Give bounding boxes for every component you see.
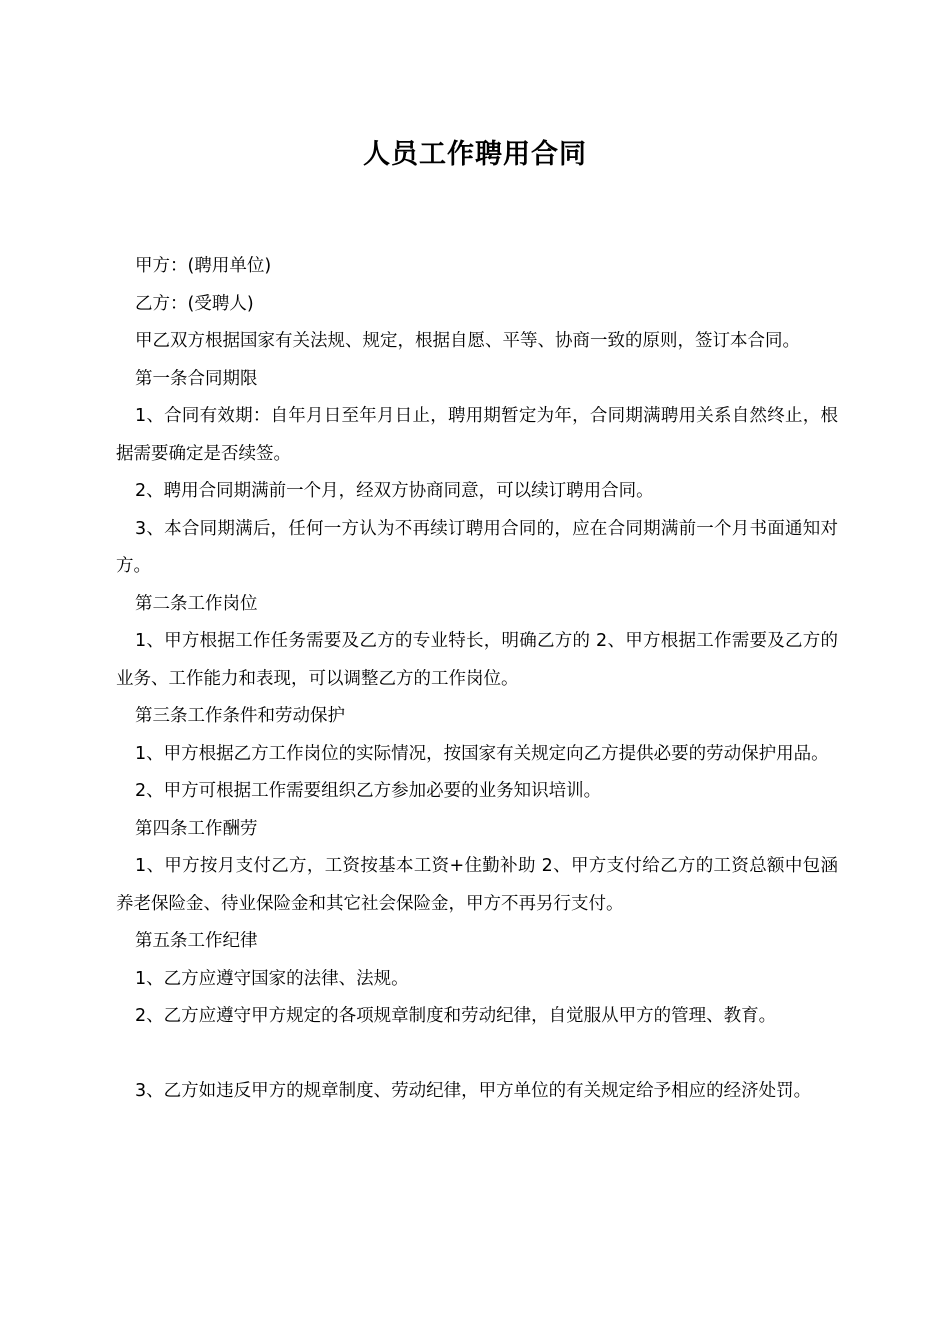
preamble-paragraph: 甲乙双方根据国家有关法规、规定，根据自愿、平等、协商一致的原则，签订本合同。	[135, 331, 800, 351]
article-2-clause-1: 1、甲方根据工作任务需要及乙方的专业特长，明确乙方的 2、甲方根据工作需要及乙方的业务、工作能力和表现，可以调整乙方的工作岗位。	[116, 631, 838, 689]
document-title: 人员工作聘用合同	[363, 139, 587, 170]
article-5-clause-2: 2、乙方应遵守甲方规定的各项规章制度和劳动纪律，自觉服从甲方的管理、教育。	[135, 1006, 777, 1026]
article-3-heading: 第三条工作条件和劳动保护	[135, 706, 345, 726]
article-1-clause-3: 3、本合同期满后，任何一方认为不再续订聘用合同的，应在合同期满前一个月书面通知对方。	[116, 518, 838, 576]
article-4-heading: 第四条工作酬劳	[135, 818, 258, 839]
document-body	[116, 248, 838, 1111]
blank-line	[116, 1036, 838, 1074]
article-2-heading: 第二条工作岗位	[135, 593, 258, 614]
article-1-heading: 第一条合同期限	[135, 368, 258, 389]
article-5-heading: 第五条工作纪律	[135, 931, 258, 951]
party-a-line: 甲方：(聘用单位)	[135, 256, 272, 276]
article-1-clause-1: 1、合同有效期：自年月日至年月日止，聘用期暂定为年，合同期满聘用关系自然终止，根据需要确定是否续签。	[116, 406, 838, 464]
party-b-line: 乙方：(受聘人)	[135, 293, 254, 314]
article-3-clause-1: 1、甲方根据乙方工作岗位的实际情况，按国家有关规定向乙方提供必要的劳动保护用品。	[135, 743, 829, 764]
article-3-clause-2: 2、甲方可根据工作需要组织乙方参加必要的业务知识培训。	[135, 781, 602, 801]
article-1-clause-2: 2、聘用合同期满前一个月，经双方协商同意，可以续订聘用合同。	[135, 481, 654, 501]
article-4-clause-1: 1、甲方按月支付乙方，工资按基本工资+住勤补助 2、甲方支付给乙方的工资总额中包涵养老保险金、待业保险金和其它社会保险金，甲方不再另行支付。	[116, 856, 838, 914]
article-5-clause-1: 1、乙方应遵守国家的法律、法规。	[135, 968, 409, 989]
article-5-clause-3: 3、乙方如违反甲方的规章制度、劳动纪律，甲方单位的有关规定给予相应的经济处罚。	[135, 1081, 812, 1101]
